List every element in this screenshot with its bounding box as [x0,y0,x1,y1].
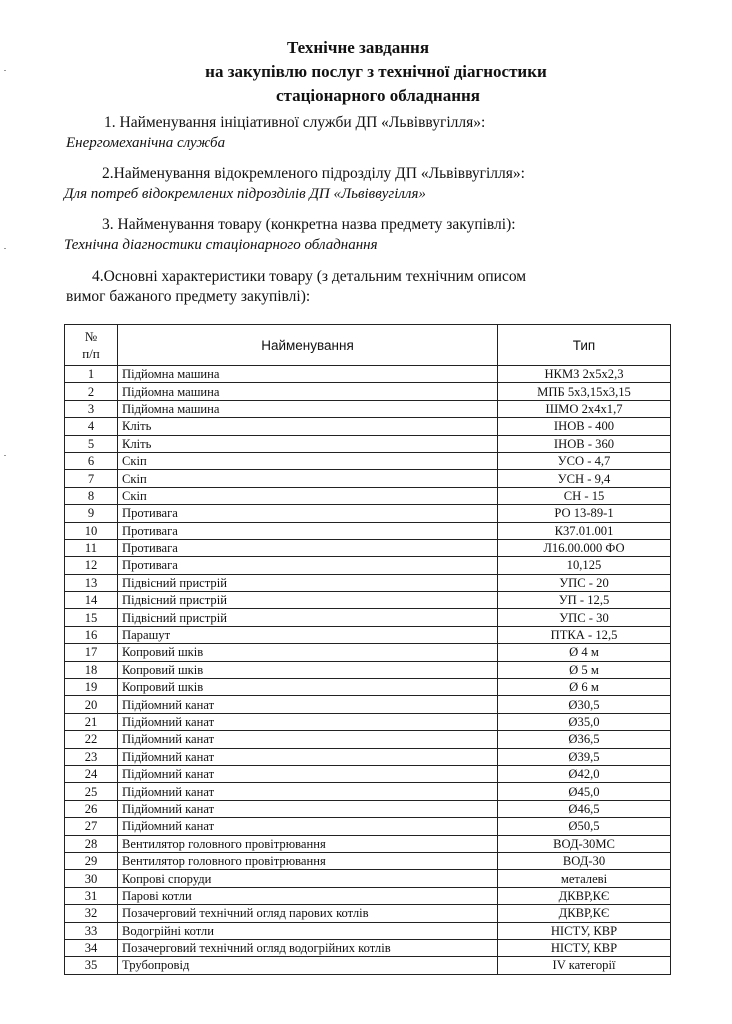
column-header-name: Найменування [118,325,498,366]
row-name: Скіп [118,470,498,487]
row-number: 10 [65,522,118,539]
table-row [65,435,671,452]
row-type: НКМЗ 2х5х2,3 [498,366,671,383]
row-type: ДКВР,КЄ [498,905,671,922]
row-type: РО 13-89-1 [498,505,671,522]
table-row [65,418,671,435]
row-name: Противага [118,539,498,556]
row-type: Ø30,5 [498,696,671,713]
table-row [65,487,671,504]
row-name: Скіп [118,452,498,469]
row-type: Ø45,0 [498,783,671,800]
document-title-line1: Технічне завдання [286,38,430,57]
row-name: Скіп [118,487,498,504]
table-row [65,539,671,556]
row-type: Л16.00.000 ФО [498,539,671,556]
table-row [65,939,671,956]
row-number: 2 [65,383,118,400]
row-name: Підйомний канат [118,731,498,748]
row-name: Кліть [118,418,498,435]
scan-mark [4,70,6,71]
row-number: 20 [65,696,118,713]
row-name: Парові котли [118,887,498,904]
row-name: Копровий шків [118,661,498,678]
table-row [65,574,671,591]
row-number: 30 [65,870,118,887]
row-type: ПТКА - 12,5 [498,626,671,643]
row-number: 21 [65,713,118,730]
table-row [65,748,671,765]
table-row [65,783,671,800]
section-1-value: Енергомеханічна служба [66,135,226,151]
row-name: Підйомна машина [118,366,498,383]
section-2-label: 2.Найменування відокремленого підрозділу ДП «Львіввугілля»: [102,165,525,182]
row-name: Кліть [118,435,498,452]
row-number: 17 [65,644,118,661]
row-type: Ø 4 м [498,644,671,661]
row-type: ІНОВ - 400 [498,418,671,435]
row-name: Підйомний канат [118,748,498,765]
row-number: 6 [65,452,118,469]
table-row [65,800,671,817]
row-number: 15 [65,609,118,626]
row-number: 3 [65,400,118,417]
row-name: Противага [118,522,498,539]
table-row [65,626,671,643]
row-type: Ø50,5 [498,818,671,835]
table-row [65,505,671,522]
row-number: 16 [65,626,118,643]
row-number: 32 [65,905,118,922]
row-type: НІСТУ, КВР [498,939,671,956]
table-row [65,679,671,696]
table-row [65,383,671,400]
row-name: Підвісний пристрій [118,574,498,591]
row-type: металеві [498,870,671,887]
row-name: Копрові споруди [118,870,498,887]
row-number: 25 [65,783,118,800]
table-row [65,557,671,574]
section-4-line1: 4.Основні характеристики товару (з детальним технічним описом [92,268,527,285]
row-name: Підйомний канат [118,800,498,817]
row-name: Водогрійні котли [118,922,498,939]
row-type: ІНОВ - 360 [498,435,671,452]
row-number: 4 [65,418,118,435]
column-header-type: Тип [498,325,671,366]
table-row [65,957,671,974]
table-row [65,470,671,487]
table-row [65,696,671,713]
row-type: СН - 15 [498,487,671,504]
row-number: 18 [65,661,118,678]
table-row [65,765,671,782]
row-type: МПБ 5х3,15х3,15 [498,383,671,400]
table-row [65,400,671,417]
row-name: Підйомний канат [118,765,498,782]
row-type: ДКВР,КЄ [498,887,671,904]
row-type: Ø35,0 [498,713,671,730]
row-number: 23 [65,748,118,765]
row-number: 8 [65,487,118,504]
row-type: ВОД-30 [498,852,671,869]
row-name: Противага [118,505,498,522]
row-type: ШМО 2х4х1,7 [498,400,671,417]
row-number: 1 [65,366,118,383]
section-2-value: Для потреб відокремлених підрозділів ДП «Львіввугілля» [64,186,426,202]
table-row [65,592,671,609]
row-name: Копровий шків [118,644,498,661]
row-type: ВОД-30МС [498,835,671,852]
table-row [65,661,671,678]
row-name: Підйомний канат [118,783,498,800]
row-number: 7 [65,470,118,487]
row-name: Парашут [118,626,498,643]
row-number: 33 [65,922,118,939]
table-header-row [65,325,671,366]
table-row [65,870,671,887]
row-type: НІСТУ, КВР [498,922,671,939]
row-number: 22 [65,731,118,748]
row-number: 31 [65,887,118,904]
row-number: 11 [65,539,118,556]
table-row [65,713,671,730]
row-type: IV категорії [498,957,671,974]
row-number: 26 [65,800,118,817]
row-type: УПС - 20 [498,574,671,591]
document-title-line3: стаціонарного обладнання [275,86,480,105]
row-number: 19 [65,679,118,696]
row-name: Противага [118,557,498,574]
row-number: 24 [65,765,118,782]
row-name: Підйомна машина [118,383,498,400]
row-number: 27 [65,818,118,835]
row-name: Вентилятор головного провітрювання [118,852,498,869]
row-name: Позачерговий технічний огляд парових котлів [118,905,498,922]
table-row [65,366,671,383]
section-4-line2: вимог бажаного предмету закупівлі): [66,288,311,305]
row-type: Ø 6 м [498,679,671,696]
row-number: 13 [65,574,118,591]
row-type: 10,125 [498,557,671,574]
document-title-line2: на закупівлю послуг з технічної діагностики [205,62,547,81]
row-name: Підвісний пристрій [118,609,498,626]
row-type: УПС - 30 [498,609,671,626]
table-row [65,452,671,469]
scan-mark [4,248,6,249]
row-number: 12 [65,557,118,574]
scan-mark [4,455,6,456]
row-name: Вентилятор головного провітрювання [118,835,498,852]
row-type: УСН - 9,4 [498,470,671,487]
row-type: Ø39,5 [498,748,671,765]
row-number: 14 [65,592,118,609]
row-type: Ø42,0 [498,765,671,782]
table-row [65,835,671,852]
row-name: Трубопровід [118,957,498,974]
column-header-number-line1: № [84,329,98,344]
row-type: Ø46,5 [498,800,671,817]
row-name: Підйомний канат [118,696,498,713]
row-name: Копровий шків [118,679,498,696]
row-number: 29 [65,852,118,869]
row-number: 9 [65,505,118,522]
table-row [65,905,671,922]
column-header-number [65,325,118,366]
section-3-value: Технічна діагностики стаціонарного обладнання [64,237,378,253]
column-header-number-line2: п/п [82,346,100,361]
table-row [65,887,671,904]
row-number: 35 [65,957,118,974]
table-row [65,852,671,869]
row-type: К37.01.001 [498,522,671,539]
row-name: Підвісний пристрій [118,592,498,609]
row-name: Підйомний канат [118,713,498,730]
row-number: 34 [65,939,118,956]
row-type: УП - 12,5 [498,592,671,609]
row-name: Позачерговий технічний огляд водогрійних котлів [118,939,498,956]
table-row [65,922,671,939]
row-type: Ø36,5 [498,731,671,748]
table-row [65,644,671,661]
row-number: 28 [65,835,118,852]
row-name: Підйомна машина [118,400,498,417]
table-row [65,609,671,626]
section-1-label: 1. Найменування ініціативної служби ДП «Львіввугілля»: [104,114,486,131]
table-row [65,731,671,748]
row-number: 5 [65,435,118,452]
section-3-label: 3. Найменування товару (конкретна назва предмету закупівлі): [102,216,516,233]
row-type: УСО - 4,7 [498,452,671,469]
table-row [65,818,671,835]
row-type: Ø 5 м [498,661,671,678]
table-row [65,522,671,539]
row-name: Підйомний канат [118,818,498,835]
characteristics-table [64,324,671,975]
